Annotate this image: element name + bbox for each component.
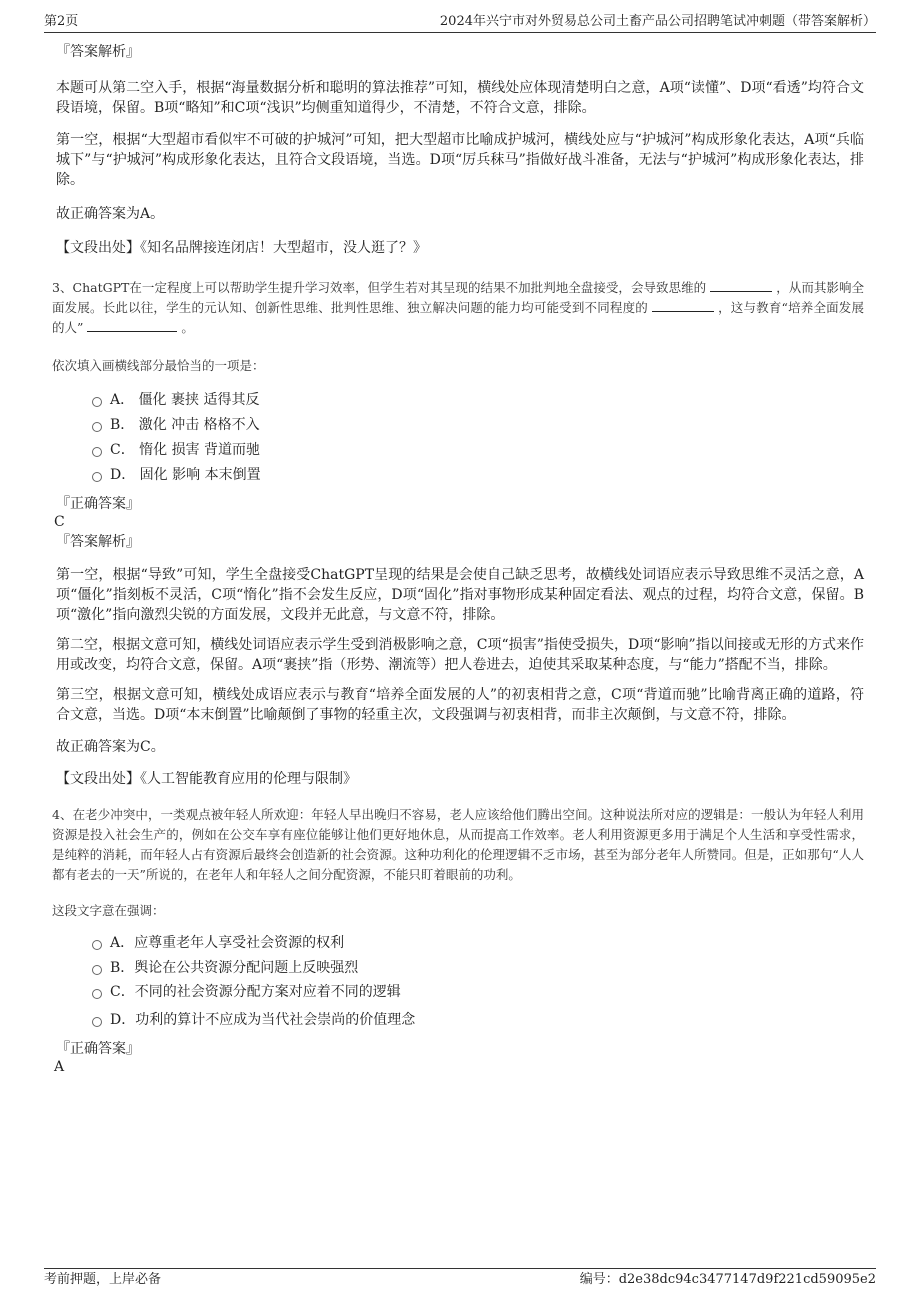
q2-analysis-paragraph-1: 本题可从第二空入手，根据“海量数据分析和聪明的算法推荐”可知，横线处应体现清楚明白之意，A项“读懂”、D项“看透”均符合文段语境，保留。B项“略知”和C项“浅识”均侧重知道得少，不清楚，不符合文意，排除。: [56, 80, 864, 116]
q4-correct-label: 『正确答案』: [56, 1041, 140, 1057]
q3-option-a[interactable]: A． 僵化 裹挟 适得其反: [92, 388, 864, 412]
q3-blank-1: [710, 278, 772, 292]
radio-icon[interactable]: [92, 940, 102, 950]
q2-analysis-paragraph-2: 第一空，根据“大型超市看似牢不可破的护城河”可知，把大型超市比喻成护城河，横线处应与“护城河”构成形象化表达，A项“兵临城下”与“护城河”构成形象化表达，且符合文段语境，当选。D项“厉兵秣马”指做好战斗准备，无法与“护城河”构成形象化表达，排除。: [56, 132, 864, 188]
q3-options: [92, 388, 864, 487]
radio-icon[interactable]: [92, 965, 102, 975]
q3-prompt: 依次填入画横线部分最恰当的一项是：: [52, 358, 265, 373]
q3-blank-3: [87, 318, 177, 332]
radio-icon[interactable]: [92, 397, 102, 407]
footer-code: 编号：d2e38dc94c3477147d9f221cd59095e2: [579, 1272, 876, 1287]
document-body: [52, 42, 864, 1076]
q4-correct-answer: A: [54, 1059, 65, 1075]
q2-analysis-label: 『答案解析』: [56, 44, 140, 60]
q4-options: [92, 931, 864, 1032]
page-number: 第2页: [44, 14, 79, 29]
q3-blank-2: [652, 298, 714, 312]
q3-option-d[interactable]: D． 固化 影响 本末倒置: [92, 463, 864, 487]
page-header: [44, 12, 876, 33]
radio-icon[interactable]: [92, 989, 102, 999]
radio-icon[interactable]: [92, 447, 102, 457]
q4-option-c[interactable]: C．不同的社会资源分配方案对应着不同的逻辑: [92, 980, 864, 1004]
q3-source: 【文段出处】《人工智能教育应用的伦理与限制》: [56, 771, 357, 787]
q3-analysis-paragraph-1: 第一空，根据“导致”可知，学生全盘接受ChatGPT呈现的结果是会使自己缺乏思考，故横线处词语应表示导致思维不灵活之意，A项“僵化”指刻板不灵活，C项“惰化”指不会发生反应，D项“固化”指对事物形成某种固定看法、观点的过程，均符合文意，保留。B项“激化”指向激烈尖锐的方面发展，文段并无此意，与文意不符，排除。: [56, 567, 864, 623]
radio-icon[interactable]: [92, 1017, 102, 1027]
q4-stem: 4、在老少冲突中，一类观点被年轻人所欢迎：年轻人早出晚归不容易，老人应该给他们腾出空间。这种说法所对应的逻辑是：一般认为年轻人利用资源是投入社会生产的，例如在公交车享有座位能够让他们更好地休息，从而提高工作效率。老人利用资源更多用于满足个人生活和享受性需求，是纯粹的消耗，而年轻人占有资源后最终会创造新的社会资源。这种功利化的伦理逻辑不乏市场，甚至为部分老年人所赞同。但是，正如那句“人人都有老去的一天”所说的，在老年人和年轻人之间分配资源，不能只盯着眼前的功利。: [52, 807, 864, 882]
q4-prompt: 这段文字意在强调：: [52, 903, 165, 918]
page-footer: [44, 1268, 876, 1289]
document-title: 2024年兴宁市对外贸易总公司土畜产品公司招聘笔试冲刺题（带答案解析）: [439, 14, 876, 29]
q3-correct-label: 『正确答案』: [56, 496, 140, 512]
q3-analysis-paragraph-2: 第二空，根据文意可知，横线处词语应表示学生受到消极影响之意，C项“损害”指使受损失，D项“影响”指以间接或无形的方式来作用或改变，均符合文意，保留。A项“裹挟”指（形势、潮流等）把人卷进去，迫使其采取某种态度，与“能力”搭配不当，排除。: [56, 637, 864, 673]
q2-source: 【文段出处】《知名品牌接连闭店！大型超市，没人逛了？》: [56, 240, 427, 256]
q2-conclusion: 故正确答案为A。: [56, 206, 165, 222]
q4-option-d[interactable]: D．功利的算计不应成为当代社会崇尚的价值理念: [92, 1008, 864, 1032]
q4-option-a[interactable]: A．应尊重老年人享受社会资源的权利: [92, 931, 864, 955]
q3-analysis-paragraph-3: 第三空，根据文意可知，横线处成语应表示与教育“培养全面发展的人”的初衷相背之意，C项“背道而驰”比喻背离正确的道路，符合文意，当选。D项“本末倒置”比喻颠倒了事物的轻重主次，文段强调与初衷相背，而非主次颠倒，与文意不符，排除。: [56, 687, 864, 723]
q3-option-b[interactable]: B． 激化 冲击 格格不入: [92, 413, 864, 437]
q4-option-b[interactable]: B．舆论在公共资源分配问题上反映强烈: [92, 956, 864, 980]
footer-slogan: 考前押题，上岸必备: [44, 1272, 162, 1287]
q3-conclusion: 故正确答案为C。: [56, 739, 165, 755]
radio-icon[interactable]: [92, 472, 102, 482]
radio-icon[interactable]: [92, 422, 102, 432]
q3-analysis-label: 『答案解析』: [56, 534, 140, 550]
q3-stem: 3、ChatGPT在一定程度上可以帮助学生提升学习效率，但学生若对其呈现的结果不加批判地全盘接受，会导致思维的 ，从而其影响全面发展。长此以往，学生的元认知、创新性思维、批判性思维、独立解决问题的能力均可能受到不同程度的 ，这与教育“培养全面发展的人” 。: [52, 280, 864, 335]
q3-correct-answer: C: [54, 514, 65, 530]
q3-option-c[interactable]: C． 惰化 损害 背道而驰: [92, 438, 864, 462]
